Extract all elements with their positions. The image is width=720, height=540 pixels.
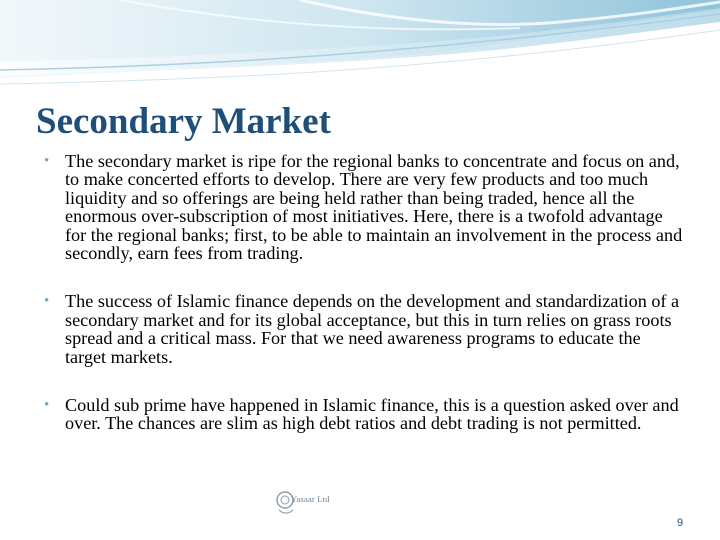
bullet-text: The success of Islamic finance depends on the development and standardization of a secondary market and for its global acceptance, but this in turn relies on grass roots spread and a critical mass. For that we need awareness programs to educate the target markets. (65, 291, 680, 367)
slide-title: Secondary Market (36, 101, 331, 142)
bullet-dot-icon: • (44, 153, 50, 169)
bullet-dot-icon: • (44, 293, 50, 310)
bullet-text: The secondary market is ripe for the regional banks to concentrate and focus on and, to make concerted efforts to develop. There are very few products and too much liquidity and so offerings are being held rather than being traded, hence all the enormous over-subscription of most initiatives. Here, there is a twofold advantage for the regional banks; first, to be able to maintain an involvement in the process and secondly, earn fees from trading. (65, 151, 683, 264)
footer-logo (247, 484, 378, 540)
bullet-dot-icon: • (44, 397, 50, 414)
bullet-item (44, 152, 684, 262)
bullet-item (44, 292, 684, 366)
bullet-text: Could sub prime have happened in Islamic finance, this is a question asked over and over. The chances are slim as high debt ratios and debt trading is not permitted. (65, 395, 679, 434)
bullet-item (44, 396, 684, 433)
header-wave-decoration (0, 0, 720, 95)
bullet-list (44, 152, 684, 463)
page-number: 9 (677, 517, 684, 529)
logo-text: Yasaar Ltd (291, 494, 330, 504)
